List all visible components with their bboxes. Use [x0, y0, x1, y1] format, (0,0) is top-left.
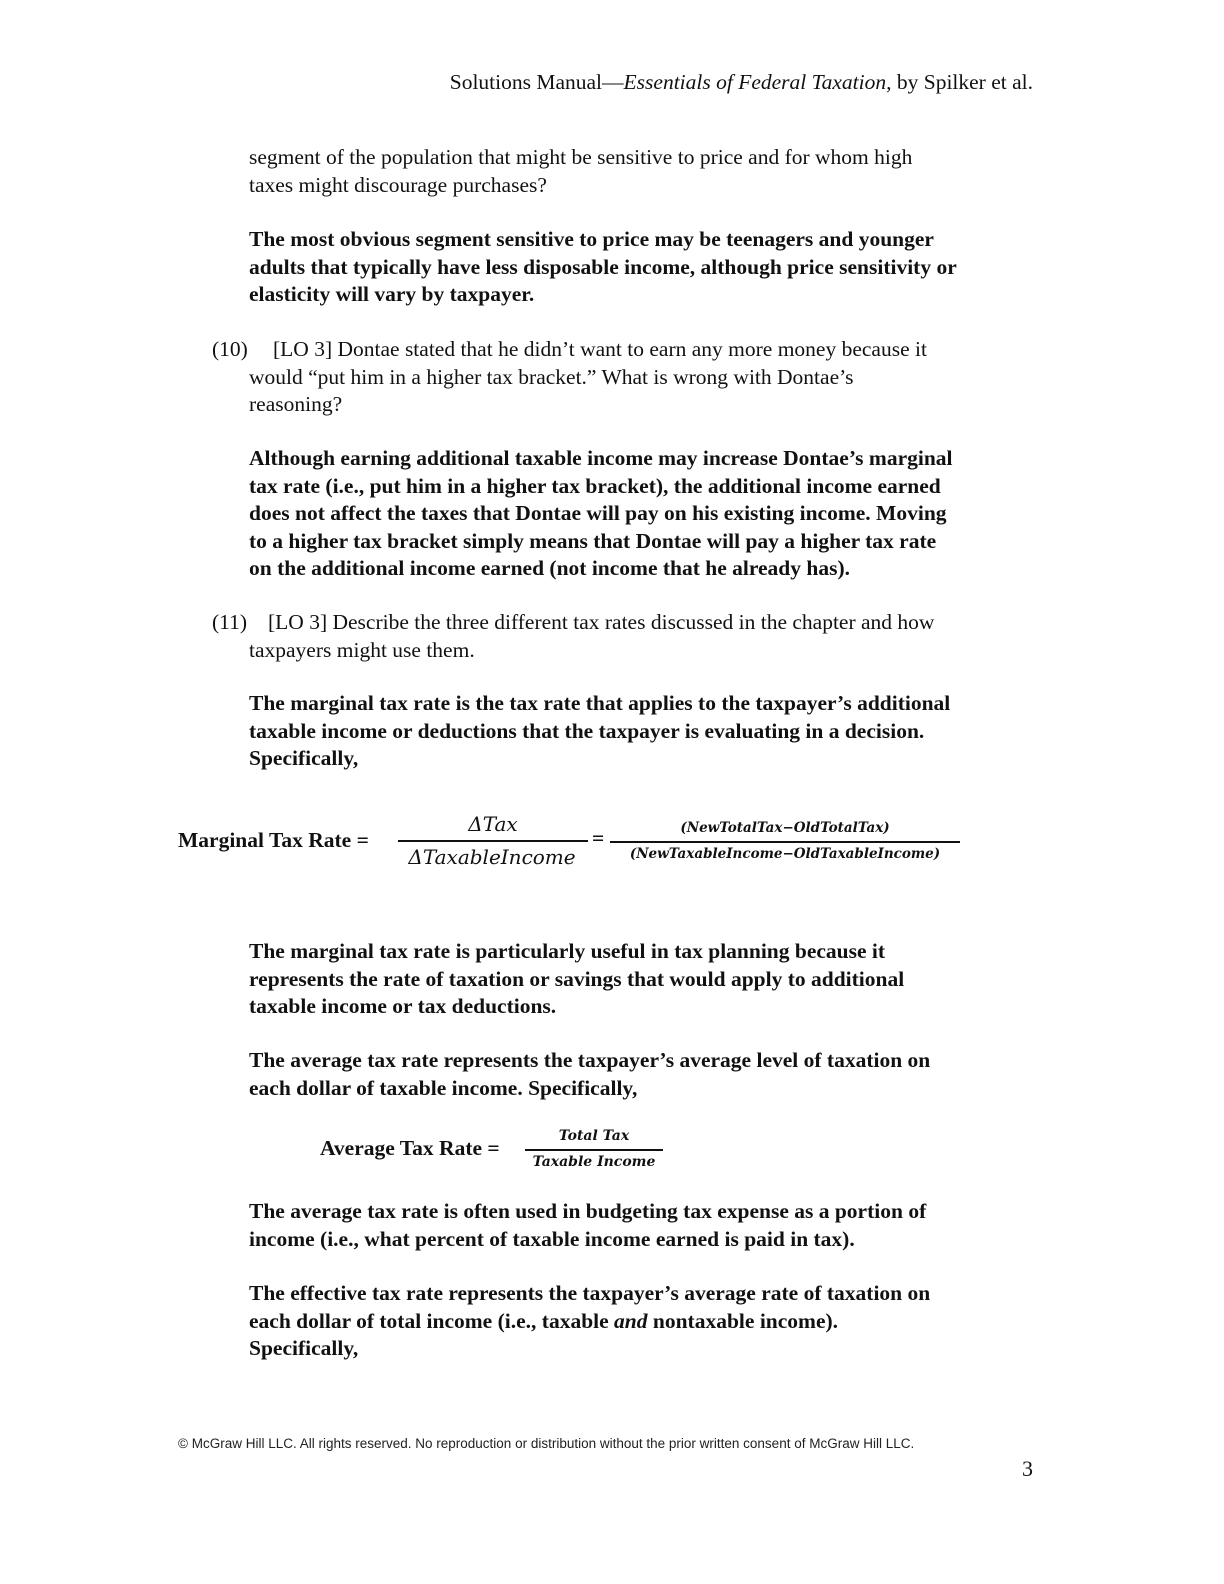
- text-line: taxes might discourage purchases?: [249, 172, 547, 197]
- text-line: The most obvious segment sensitive to price may be teenagers and younger: [249, 227, 934, 251]
- text-line: reasoning?: [249, 392, 343, 416]
- text-line: The marginal tax rate is particularly useful in tax planning because it: [249, 939, 886, 963]
- question-first-line: [LO 3] Describe the three different tax rates discussed in the chapter and how: [268, 610, 935, 634]
- header-suffix: by Spilker et al.: [891, 70, 1033, 94]
- question-10: [212, 336, 1052, 419]
- emphasis-and: and: [614, 1308, 648, 1333]
- question-number: (11): [212, 610, 248, 634]
- text-line: to a higher tax bracket simply means that Dontae will pay a higher tax rate: [249, 528, 937, 553]
- formula-numerator: (NewTotalTax−OldTotalTax): [680, 820, 890, 836]
- text-line: The average tax rate is often used in budgeting tax expense as a portion of: [249, 1199, 927, 1223]
- text-line: on the additional income earned (not income that he already has).: [249, 556, 851, 580]
- text-span: nontaxable income).: [647, 1308, 839, 1333]
- text-line: The marginal tax rate is the tax rate that applies to the taxpayer’s additional: [249, 691, 951, 715]
- formula-label: Marginal Tax Rate =: [178, 828, 369, 852]
- formula-numerator: Total Tax: [558, 1128, 630, 1144]
- text-line: Specifically,: [249, 746, 359, 770]
- text-line: income (i.e., what percent of taxable income earned is paid in tax).: [249, 1226, 855, 1251]
- equals-sign: =: [592, 826, 605, 850]
- formula-denominator: ΔTaxableIncome: [408, 845, 576, 869]
- running-header: [450, 70, 1033, 95]
- question-number: (10): [212, 337, 248, 361]
- text-line: each dollar of taxable income. Specifically,: [249, 1075, 638, 1100]
- marginal-tax-rate-formula: [0, 812, 1224, 872]
- text-span: each dollar of total income (i.e., taxable: [249, 1308, 615, 1333]
- formula-numerator: ΔTax: [468, 812, 518, 836]
- fraction-bar: [398, 840, 588, 842]
- continued-question-text: [249, 144, 1049, 199]
- formula-denominator: Taxable Income: [532, 1154, 656, 1170]
- text-line: [249, 1308, 1049, 1336]
- text-line: taxable income or deductions that the taxpayer is evaluating in a decision.: [249, 718, 925, 743]
- page-number: 3: [1022, 1456, 1033, 1481]
- text-line: taxpayers might use them.: [249, 637, 475, 662]
- text-line: The average tax rate represents the taxpayer’s average level of taxation on: [249, 1048, 931, 1072]
- text-line: would “put him in a higher tax bracket.” What is wrong with Dontae’s: [249, 364, 854, 389]
- average-tax-rate-formula: [0, 1126, 1224, 1176]
- text-line: tax rate (i.e., put him in a higher tax bracket), the additional income earned: [249, 473, 941, 498]
- formula-label: Average Tax Rate =: [320, 1136, 500, 1160]
- text-line: The effective tax rate represents the taxpayer’s average rate of taxation on: [249, 1281, 931, 1305]
- question-first-line: [LO 3] Dontae stated that he didn’t want to earn any more money because it: [273, 337, 927, 361]
- text-line: taxable income or tax deductions.: [249, 994, 557, 1018]
- text-line: Although earning additional taxable income may increase Dontae’s marginal: [249, 446, 953, 470]
- copyright-footer: © McGraw Hill LLC. All rights reserved. No reproduction or distribution without the prior written consent of McGraw Hill LLC.: [178, 1436, 915, 1451]
- marginal-rate-use: [249, 938, 1049, 1021]
- answer-11-marginal-intro: [249, 690, 1049, 773]
- effective-rate-intro: [249, 1280, 1049, 1363]
- formula-denominator: (NewTaxableIncome−OldTaxableIncome): [629, 846, 941, 862]
- answer-9: [249, 226, 1049, 309]
- text-line: Specifically,: [249, 1336, 359, 1360]
- average-rate-use: [249, 1198, 1049, 1253]
- header-book-title: Essentials of Federal Taxation,: [623, 70, 892, 94]
- header-prefix: Solutions Manual—: [449, 70, 624, 94]
- answer-10: [249, 445, 1049, 583]
- average-rate-intro: [249, 1047, 1049, 1102]
- question-11: [212, 609, 1052, 664]
- fraction-bar: [610, 841, 960, 843]
- text-line: represents the rate of taxation or savings that would apply to additional: [249, 966, 905, 991]
- text-line: elasticity will vary by taxpayer.: [249, 282, 535, 306]
- fraction-bar: [525, 1149, 663, 1151]
- text-line: adults that typically have less disposable income, although price sensitivity or: [249, 254, 957, 279]
- text-line: segment of the population that might be sensitive to price and for whom high: [249, 145, 913, 169]
- text-line: does not affect the taxes that Dontae will pay on his existing income. Moving: [249, 501, 947, 525]
